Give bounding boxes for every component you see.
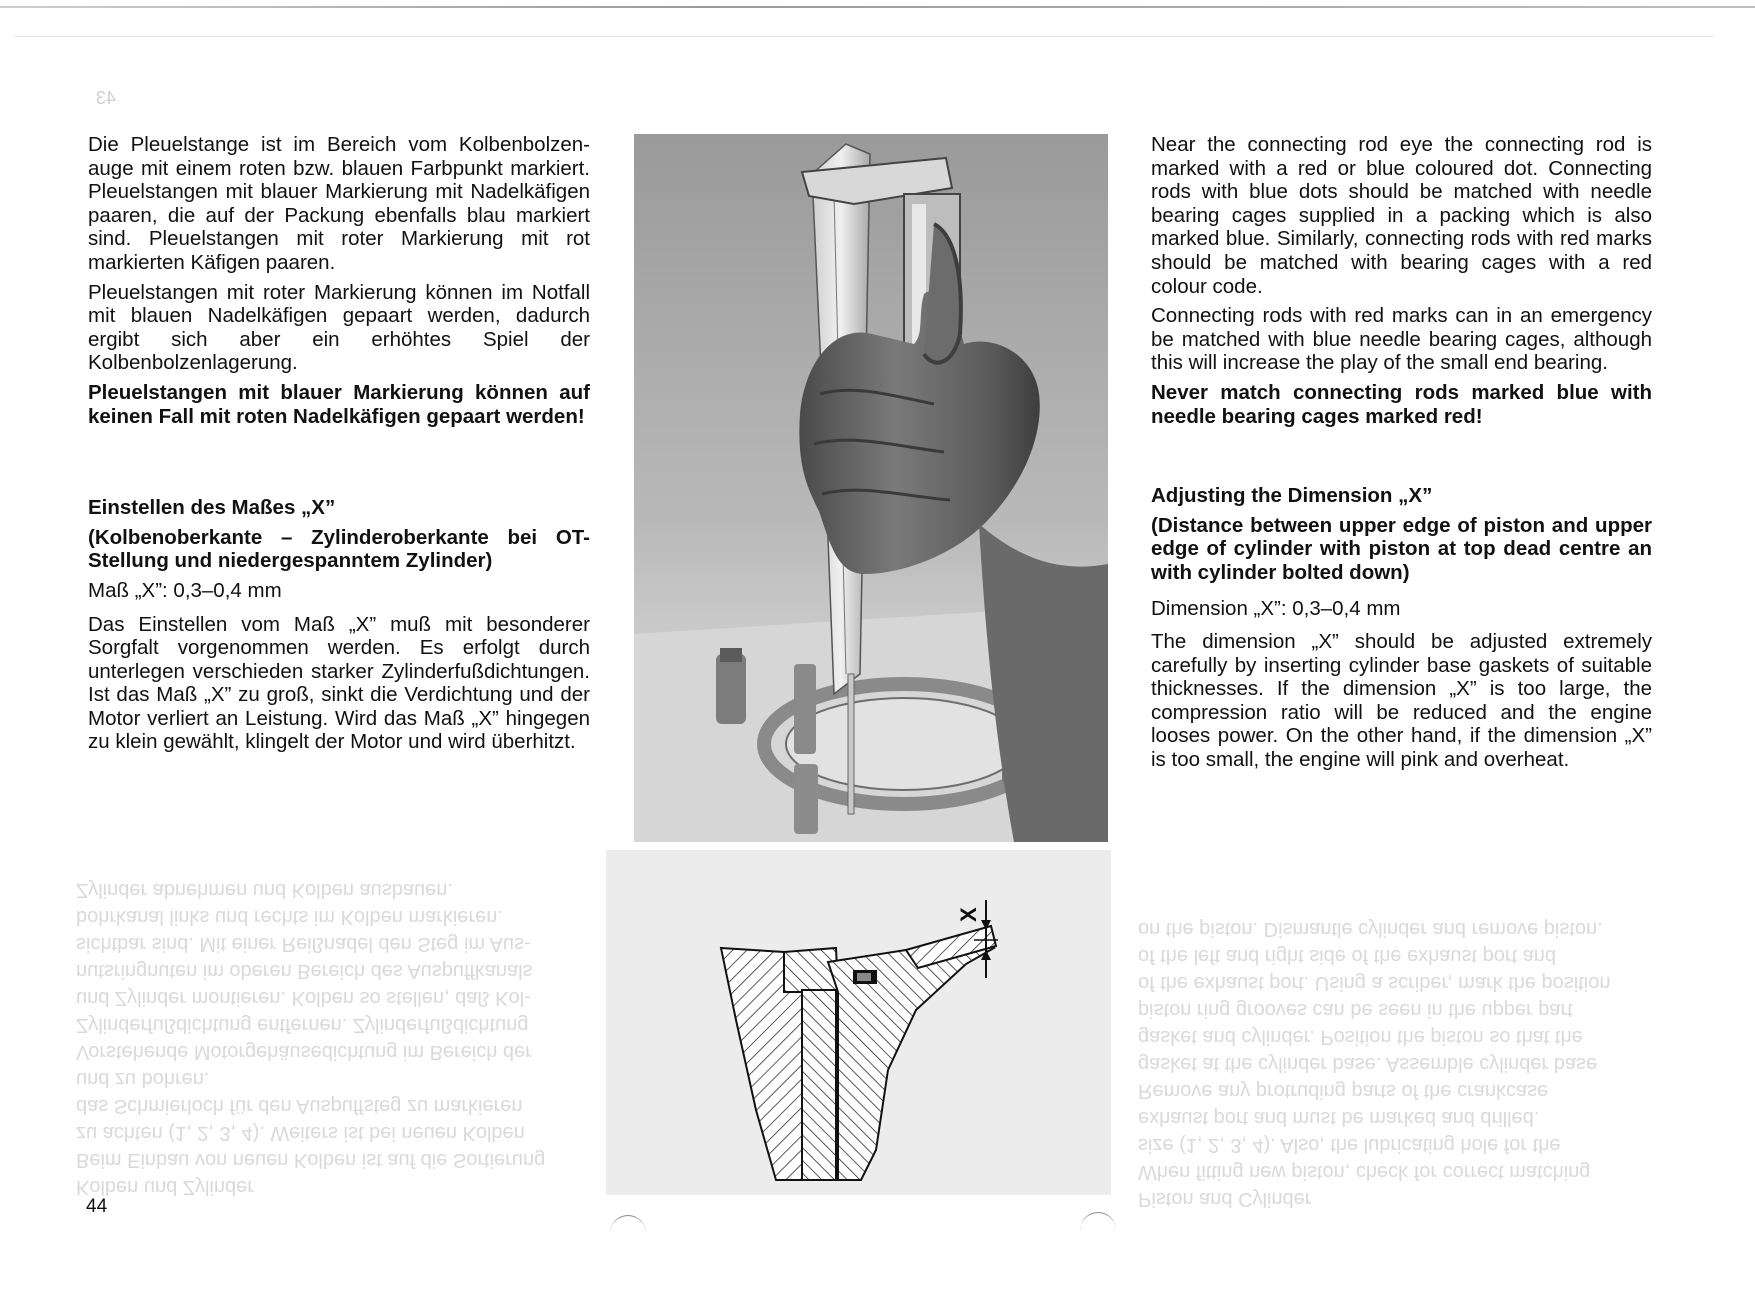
top-edge-rule (0, 6, 1755, 8)
ghost-line: nutsringnuten im oberen Bereich des Auspuffkanals (76, 960, 533, 982)
ghost-line: Zylinder abnehmen und Kolben ausbauen. (76, 879, 453, 901)
bleed-through-left (76, 870, 606, 1200)
english-warning: Never match connecting rods marked blue with needle bearing cages marked red! (1151, 380, 1652, 428)
german-heading: Einstellen des Maßes „X” (88, 496, 336, 520)
ghost-line: gasket at the cylinder base. Assemble cylinder base (1138, 1053, 1598, 1075)
cross-section-drawing (606, 850, 1111, 1195)
ghost-line: und Zylinder montieren. Kolben so stellen, daß Kol- (76, 987, 531, 1009)
spacer (88, 434, 590, 496)
english-dimension-spec: Dimension „X”: 0,3–0,4 mm (1151, 596, 1401, 620)
german-paragraph-emergency: Pleuelstangen mit roter Markierung können im Notfall mit blauen Nadelkäfigen gepaart werden, dadurch ergibt sich aber ein erhöhtes Spiel der Kolbenbolzenlagerung. (88, 280, 590, 375)
german-paragraph-markings: Die Pleuelstange ist im Bereich vom Kolbenbolzen-auge mit einem roten bzw. blauen Farbpunkt markiert. Pleuelstangen mit blauer Markierung mit Nadelkäfigen paaren, die auf der Packung ebenfalls blau markiert sind. Pleuelstangen mit roter Markierung mit rot markierten Käfigen paaren. (88, 133, 590, 274)
spacer (1151, 434, 1652, 484)
ghost-line: gasket and cylinder. Position the piston so that the (1138, 1026, 1583, 1048)
ghost-line: und zu bohren. (76, 1068, 210, 1090)
english-heading: Adjusting the Dimension „X” (1151, 484, 1433, 508)
binding-hole-mark (610, 1215, 646, 1252)
ghost-line: Piston and Cylinder (1138, 1188, 1312, 1210)
german-dimension-spec: Maß „X”: 0,3–0,4 mm (88, 578, 282, 602)
german-warning: Pleuelstangen mit blauer Markierung können auf keinen Fall mit roten Nadelkäfigen gepaart werden! (88, 380, 590, 428)
ghost-line: das Schmierloch für den Auspuffsteg zu markieren (76, 1095, 523, 1117)
bleed-through-right (1138, 912, 1648, 1212)
ghost-line: When fitting new piston, check for correct matching (1138, 1161, 1591, 1183)
ghost-line: on the piston. Dismantle cylinder and remove piston. (1138, 918, 1603, 940)
page-number: 44 (86, 1196, 108, 1217)
ghost-line: Kolben und Zylinder (76, 1176, 254, 1198)
german-body: Das Einstellen vom Maß „X” muß mit besonderer Sorgfalt vorgenommen werden. Es erfolgt durch unterlegen verschieden starker Zylinderfußdichtungen. Ist das Maß „X” zu groß, sinkt die Verdichtung und der Motor verliert an Leistung. Wird das Maß „X” hingegen zu klein gewählt, klingelt der Motor und wird überhitzt. (88, 612, 590, 754)
ghost-line: Beim Einbau von neuen Kolben ist auf die Sortierung (76, 1149, 546, 1171)
english-paragraph-markings: Near the connecting rod eye the connecting rod is marked with a red or blue coloured dot. Connecting rods with blue dots should be matched with needle bearing cages supplied in a packing which is also marked blue. Similarly, connecting rods with red marks should be matched with bearing cages with a red colour code. (1151, 133, 1652, 298)
ghost-line: of the exhaust port. Using a scriber, mark the position (1138, 972, 1611, 994)
caliper-measurement-photo (634, 134, 1108, 842)
bleed-through-page-mark: 43 (96, 88, 117, 108)
ghost-line: sichtbar sind. Mit einer Reißnadel den Steg im Aus- (76, 933, 531, 955)
ghost-line: exhaust port and must be marked and drilled. (1138, 1107, 1540, 1129)
dimension-x-label: X (956, 907, 981, 922)
ghost-line: size (1, 2, 3, 4). Also, the lubricating hole for the (1138, 1134, 1561, 1156)
ghost-line: of the left and right side of the exhaust port and (1138, 945, 1557, 967)
ghost-line: piston ring grooves can be seen in the upper part (1138, 999, 1573, 1021)
english-subheading: (Distance between upper edge of piston and upper edge of cylinder with piston at top dead centre an with cylinder bolted down) (1151, 513, 1652, 584)
ghost-line: Vorstehende Motorgehäusedichtung im Bereich der (76, 1041, 532, 1063)
ghost-line: Zylinderfußdichtung entfernen. Zylinderfußdichtung (76, 1014, 529, 1036)
english-column (1151, 133, 1652, 778)
english-body: The dimension „X” should be adjusted extremely carefully by inserting cylinder base gaskets of suitable thicknesses. If the dimension „X” is too large, the compression ratio will be reduced and the engine looses power. On the other hand, if the dimension „X” is too small, the engine will pink and overheat. (1151, 630, 1652, 772)
top-edge-faint-rule (14, 36, 1714, 37)
ghost-line: zu achten (1, 2, 3, 4). Weiters ist bei neuen Kolben (76, 1122, 525, 1144)
caliper-photo-illustration (634, 134, 1108, 842)
ghost-line: bohrkanal links und rechts im Kolben markieren. (76, 906, 503, 928)
piston-cylinder-cross-section-diagram (606, 850, 1111, 1195)
german-subheading: (Kolbenoberkante – Zylinderoberkante bei OT-Stellung und niedergespanntem Zylinder) (88, 525, 590, 573)
binding-hole-mark (1080, 1212, 1116, 1249)
german-column (88, 133, 590, 760)
ghost-line: Remove any protruding parts of the crankcase (1138, 1080, 1549, 1102)
english-paragraph-emergency: Connecting rods with red marks can in an emergency be matched with blue needle bearing cages, although this will increase the play of the small end bearing. (1151, 304, 1652, 375)
